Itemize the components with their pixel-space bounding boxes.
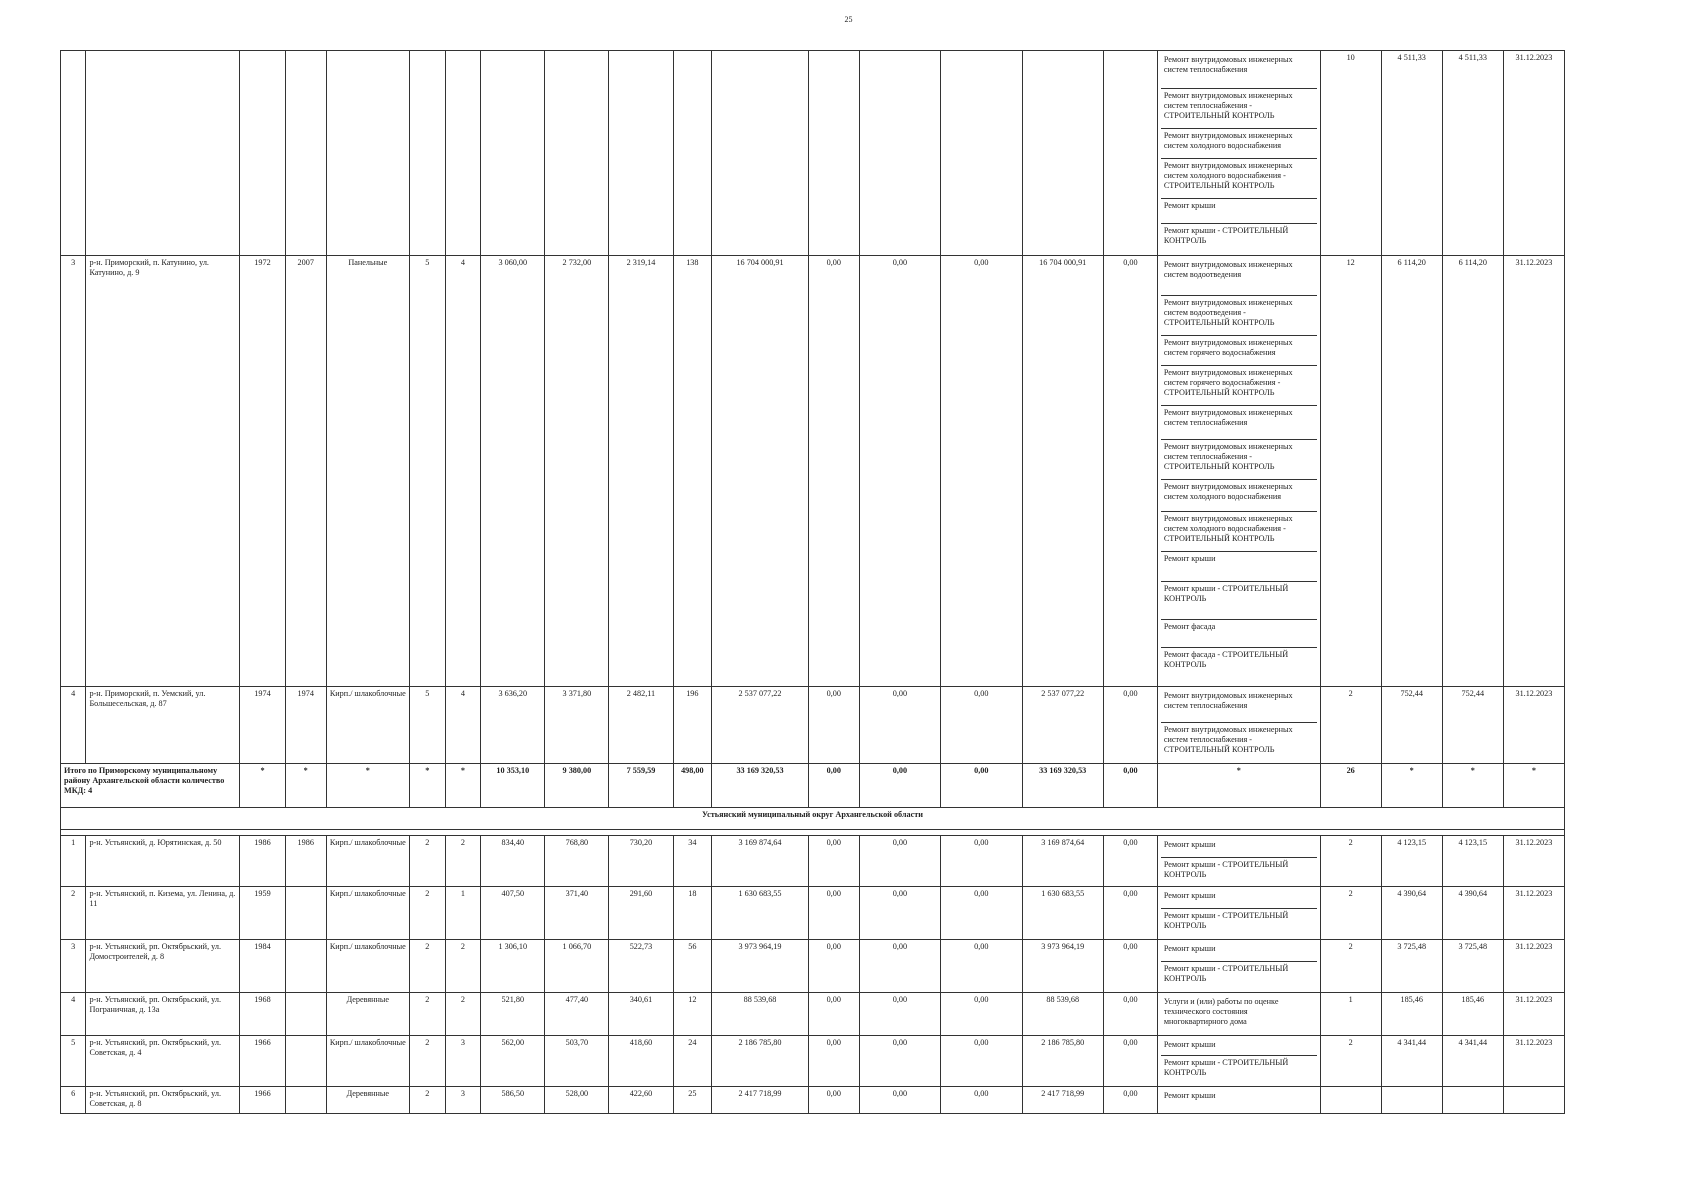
row-number: 4 [61,687,86,764]
work-item: Ремонт внутридомовых инженерных систем холодного водоснабжения - СТРОИТЕЛЬНЫЙ КОНТРОЛЬ [1161,159,1317,199]
row-number: 4 [61,993,86,1036]
star-cell: * [326,764,409,808]
year-built: 1984 [240,940,286,993]
work-item: Ремонт внутридомовых инженерных систем горячего водоснабжения - СТРОИТЕЛЬНЫЙ КОНТРОЛЬ [1161,366,1317,406]
work-item: Ремонт крыши [1161,199,1317,224]
wall-material: Кирп./ шлакоблочные [326,887,409,940]
completion-date: 31.12.2023 [1503,1036,1564,1087]
fund-other: 0,00 [1103,687,1157,764]
fund-owners: 88 539,68 [1022,993,1103,1036]
year-built: 1986 [240,836,286,887]
work-count: 2 [1320,887,1381,940]
entrances: 3 [445,1036,481,1087]
floors: 5 [410,687,446,764]
year-built: 1966 [240,1036,286,1087]
empty-cell [240,51,286,256]
work-item: Ремонт крыши - СТРОИТЕЛЬНЫЙ КОНТРОЛЬ [1161,582,1317,620]
work-item: Ремонт крыши - СТРОИТЕЛЬНЫЙ КОНТРОЛЬ [1163,226,1289,245]
area-total: 586,50 [481,1087,545,1114]
fund-local: 0,00 [941,940,1022,993]
work-item: Ремонт внутридомовых инженерных систем теплоснабжения [1161,406,1317,440]
unit-cost: 4 390,64 [1381,887,1442,940]
wall-material: Кирп./ шлакоблочные [326,1036,409,1087]
work-list-cell [1157,887,1320,940]
fund-regional: 0,00 [859,1087,940,1114]
year-built: 1974 [240,687,286,764]
address: р-н. Приморский, п. Уемский, ул. Большесельская, д. 87 [86,687,240,764]
entrances: 4 [445,687,481,764]
row-number: 3 [61,940,86,993]
completion-date: 31.12.2023 [1503,940,1564,993]
total-f2: 0,00 [859,764,940,808]
work-item: Ремонт крыши [1161,942,1317,962]
work-list-cell [1157,836,1320,887]
address: р-н. Приморский, п. Катунино, ул. Катунино, д. 9 [86,256,240,687]
fund-federal: 0,00 [808,256,859,687]
star-cell: * [1381,764,1442,808]
fund-other: 0,00 [1103,887,1157,940]
empty-cell [673,51,712,256]
entrances: 1 [445,887,481,940]
work-count [1320,1087,1381,1114]
area-living: 371,40 [545,887,609,940]
completion-date: 31.12.2023 [1503,836,1564,887]
area-owned: 422,60 [609,1087,673,1114]
area-total: 521,80 [481,993,545,1036]
work-count: 10 [1320,51,1381,256]
area-owned: 418,60 [609,1036,673,1087]
row-number: 1 [61,836,86,887]
total-residents: 498,00 [673,764,712,808]
table-row [61,887,1565,940]
fund-federal: 0,00 [808,993,859,1036]
entrances: 2 [445,940,481,993]
fund-regional: 0,00 [859,887,940,940]
table-body [61,51,1565,1114]
floors: 2 [410,836,446,887]
work-item: Ремонт крыши - СТРОИТЕЛЬНЫЙ КОНТРОЛЬ [1163,964,1289,983]
work-list-cell [1157,687,1320,764]
fund-federal: 0,00 [808,836,859,887]
fund-local: 0,00 [941,1087,1022,1114]
residents: 18 [673,887,712,940]
work-item: Ремонт внутридомовых инженерных систем теплоснабжения - СТРОИТЕЛЬНЫЙ КОНТРОЛЬ [1161,440,1317,480]
limit-cost: 3 725,48 [1442,940,1503,993]
fund-other: 0,00 [1103,1087,1157,1114]
table-row [61,993,1565,1036]
work-item: Ремонт внутридомовых инженерных систем теплоснабжения [1161,689,1317,723]
work-count: 2 [1320,940,1381,993]
residents: 24 [673,1036,712,1087]
fund-federal: 0,00 [808,940,859,993]
work-item: Ремонт крыши - СТРОИТЕЛЬНЫЙ КОНТРОЛЬ [1163,860,1289,879]
area-total: 3 636,20 [481,687,545,764]
fund-regional: 0,00 [859,940,940,993]
floors: 2 [410,1087,446,1114]
work-item: Ремонт внутридомовых инженерных систем теплоснабжения - СТРОИТЕЛЬНЫЙ КОНТРОЛЬ [1163,725,1293,754]
fund-owners: 3 169 874,64 [1022,836,1103,887]
limit-cost: 4 123,15 [1442,836,1503,887]
floors: 5 [410,256,446,687]
empty-cell [712,51,809,256]
empty-cell [61,51,86,256]
floors: 2 [410,887,446,940]
empty-cell [808,51,859,256]
star-cell: * [1442,764,1503,808]
unit-cost: 752,44 [1381,687,1442,764]
empty-cell [326,51,409,256]
area-owned: 2 319,14 [609,256,673,687]
fund-regional: 0,00 [859,687,940,764]
area-owned: 2 482,11 [609,687,673,764]
residents: 56 [673,940,712,993]
wall-material: Кирп./ шлакоблочные [326,687,409,764]
area-owned: 340,61 [609,993,673,1036]
area-living: 477,40 [545,993,609,1036]
table-row [61,1087,1565,1114]
work-list-cell [1157,51,1320,256]
table-row [61,940,1565,993]
fund-other: 0,00 [1103,940,1157,993]
work-item: Ремонт внутридомовых инженерных систем водоотведения [1161,258,1317,296]
empty-cell [545,51,609,256]
total-f3: 0,00 [941,764,1022,808]
fund-federal: 0,00 [808,1087,859,1114]
area-owned: 291,60 [609,887,673,940]
wall-material: Кирп./ шлакоблочные [326,940,409,993]
entrances: 2 [445,993,481,1036]
unit-cost [1381,1087,1442,1114]
area-owned: 730,20 [609,836,673,887]
work-item: Ремонт крыши [1163,1091,1216,1100]
total-label: Итого по Приморскому муниципальному району Архангельской области количество МКД: 4 [61,764,240,808]
cost-total: 2 417 718,99 [712,1087,809,1114]
address: р-н. Устьянский, рп. Октябрьский, ул. Советская, д. 8 [86,1087,240,1114]
work-count: 2 [1320,687,1381,764]
work-count: 2 [1320,1036,1381,1087]
area-owned: 522,73 [609,940,673,993]
row-number: 2 [61,887,86,940]
total-f5: 0,00 [1103,764,1157,808]
empty-cell [410,51,446,256]
table-row [61,1036,1565,1087]
year-built: 1959 [240,887,286,940]
work-item: Ремонт внутридомовых инженерных систем горячего водоснабжения [1161,336,1317,366]
limit-cost: 4 341,44 [1442,1036,1503,1087]
empty-cell [859,51,940,256]
fund-local: 0,00 [941,1036,1022,1087]
fund-local: 0,00 [941,993,1022,1036]
work-item: Ремонт внутридомовых инженерных систем холодного водоснабжения - СТРОИТЕЛЬНЫЙ КОНТРОЛЬ [1161,512,1317,552]
address: р-н. Устьянский, д. Юрятинская, д. 50 [86,836,240,887]
repair-program-table [60,50,1565,1114]
area-total: 407,50 [481,887,545,940]
empty-cell [609,51,673,256]
fund-other: 0,00 [1103,256,1157,687]
table-row [61,836,1565,887]
fund-regional: 0,00 [859,256,940,687]
work-item: Услуги и (или) работы по оценке технического состояния многоквартирного дома [1163,997,1279,1026]
cost-total: 2 537 077,22 [712,687,809,764]
completion-date: 31.12.2023 [1503,51,1564,256]
total-living: 9 380,00 [545,764,609,808]
work-item: Ремонт крыши - СТРОИТЕЛЬНЫЙ КОНТРОЛЬ [1163,1058,1289,1077]
work-item: Ремонт внутридомовых инженерных систем теплоснабжения [1161,53,1317,89]
fund-owners: 1 630 683,55 [1022,887,1103,940]
fund-federal: 0,00 [808,687,859,764]
total-owned: 7 559,59 [609,764,673,808]
total-row [61,764,1565,808]
year-repair [285,1087,326,1114]
fund-local: 0,00 [941,836,1022,887]
work-item: Ремонт фасада [1161,620,1317,648]
work-item: Ремонт крыши [1161,1038,1317,1056]
completion-date: 31.12.2023 [1503,256,1564,687]
year-repair: 1974 [285,687,326,764]
total-f1: 0,00 [808,764,859,808]
limit-cost: 6 114,20 [1442,256,1503,687]
area-total: 562,00 [481,1036,545,1087]
year-built: 1968 [240,993,286,1036]
fund-federal: 0,00 [808,1036,859,1087]
address: р-н. Устьянский, п. Кизема, ул. Ленина, д. 11 [86,887,240,940]
work-item: Ремонт внутридомовых инженерных систем холодного водоснабжения [1161,129,1317,159]
floors: 2 [410,940,446,993]
area-living: 1 066,70 [545,940,609,993]
unit-cost: 4 511,33 [1381,51,1442,256]
star-cell: * [1157,764,1320,808]
area-total: 3 060,00 [481,256,545,687]
total-count: 26 [1320,764,1381,808]
cost-total: 1 630 683,55 [712,887,809,940]
star-cell: * [285,764,326,808]
work-item: Ремонт крыши [1161,889,1317,909]
table-row [61,51,1565,256]
wall-material: Панельные [326,256,409,687]
residents: 196 [673,687,712,764]
year-repair [285,887,326,940]
cost-total: 3 973 964,19 [712,940,809,993]
star-cell: * [410,764,446,808]
entrances: 4 [445,256,481,687]
area-living: 768,80 [545,836,609,887]
work-item: Ремонт фасада - СТРОИТЕЛЬНЫЙ КОНТРОЛЬ [1163,650,1289,669]
area-total: 1 306,10 [481,940,545,993]
row-number: 6 [61,1087,86,1114]
empty-cell [285,51,326,256]
limit-cost: 185,46 [1442,993,1503,1036]
cost-total: 16 704 000,91 [712,256,809,687]
empty-cell [481,51,545,256]
section-header-row [61,808,1565,830]
work-list-cell [1157,993,1320,1036]
fund-owners: 3 973 964,19 [1022,940,1103,993]
fund-local: 0,00 [941,256,1022,687]
unit-cost: 4 123,15 [1381,836,1442,887]
area-living: 2 732,00 [545,256,609,687]
fund-regional: 0,00 [859,993,940,1036]
empty-cell [1022,51,1103,256]
work-item: Ремонт крыши [1161,552,1317,582]
work-count: 12 [1320,256,1381,687]
fund-other: 0,00 [1103,1036,1157,1087]
limit-cost: 4 511,33 [1442,51,1503,256]
table-row [61,687,1565,764]
work-item: Ремонт внутридомовых инженерных систем теплоснабжения - СТРОИТЕЛЬНЫЙ КОНТРОЛЬ [1161,89,1317,129]
row-number: 3 [61,256,86,687]
limit-cost: 752,44 [1442,687,1503,764]
address: р-н. Устьянский, рп. Октябрьский, ул. Пограничная, д. 13а [86,993,240,1036]
cost-total: 3 169 874,64 [712,836,809,887]
star-cell: * [445,764,481,808]
fund-other: 0,00 [1103,993,1157,1036]
year-built: 1972 [240,256,286,687]
total-cost: 33 169 320,53 [712,764,809,808]
section-title: Устьянский муниципальный округ Архангельской области [61,808,1565,830]
work-count: 2 [1320,836,1381,887]
area-living: 528,00 [545,1087,609,1114]
cost-total: 2 186 785,80 [712,1036,809,1087]
empty-cell [941,51,1022,256]
residents: 25 [673,1087,712,1114]
page-number: 25 [844,15,853,24]
address: р-н. Устьянский, рп. Октябрьский, ул. Домостроителей, д. 8 [86,940,240,993]
fund-other: 0,00 [1103,836,1157,887]
residents: 12 [673,993,712,1036]
address: р-н. Устьянский, рп. Октябрьский, ул. Советская, д. 4 [86,1036,240,1087]
completion-date: 31.12.2023 [1503,687,1564,764]
completion-date [1503,1087,1564,1114]
floors: 2 [410,993,446,1036]
work-list-cell [1157,940,1320,993]
work-list-cell [1157,1087,1320,1114]
area-living: 503,70 [545,1036,609,1087]
completion-date: 31.12.2023 [1503,993,1564,1036]
row-number: 5 [61,1036,86,1087]
fund-regional: 0,00 [859,1036,940,1087]
entrances: 3 [445,1087,481,1114]
work-list-cell [1157,256,1320,687]
total-area: 10 353,10 [481,764,545,808]
unit-cost: 185,46 [1381,993,1442,1036]
fund-owners: 2 417 718,99 [1022,1087,1103,1114]
star-cell: * [1503,764,1564,808]
empty-cell [86,51,240,256]
work-item: Ремонт внутридомовых инженерных систем водоотведения - СТРОИТЕЛЬНЫЙ КОНТРОЛЬ [1161,296,1317,336]
year-repair [285,940,326,993]
unit-cost: 3 725,48 [1381,940,1442,993]
fund-owners: 16 704 000,91 [1022,256,1103,687]
total-owners: 33 169 320,53 [1022,764,1103,808]
work-item: Ремонт крыши [1161,838,1317,858]
limit-cost: 4 390,64 [1442,887,1503,940]
entrances: 2 [445,836,481,887]
work-item: Ремонт внутридомовых инженерных систем холодного водоснабжения [1161,480,1317,512]
star-cell: * [240,764,286,808]
area-living: 3 371,80 [545,687,609,764]
empty-cell [1103,51,1157,256]
fund-local: 0,00 [941,687,1022,764]
year-built: 1966 [240,1087,286,1114]
work-item: Ремонт крыши - СТРОИТЕЛЬНЫЙ КОНТРОЛЬ [1163,911,1289,930]
fund-owners: 2 537 077,22 [1022,687,1103,764]
fund-owners: 2 186 785,80 [1022,1036,1103,1087]
wall-material: Кирп./ шлакоблочные [326,836,409,887]
year-repair: 2007 [285,256,326,687]
cost-total: 88 539,68 [712,993,809,1036]
year-repair [285,993,326,1036]
limit-cost [1442,1087,1503,1114]
fund-local: 0,00 [941,887,1022,940]
fund-regional: 0,00 [859,836,940,887]
year-repair [285,1036,326,1087]
completion-date: 31.12.2023 [1503,887,1564,940]
wall-material: Деревянные [326,993,409,1036]
residents: 34 [673,836,712,887]
unit-cost: 6 114,20 [1381,256,1442,687]
area-total: 834,40 [481,836,545,887]
wall-material: Деревянные [326,1087,409,1114]
residents: 138 [673,256,712,687]
work-list-cell [1157,1036,1320,1087]
floors: 2 [410,1036,446,1087]
table-row [61,256,1565,687]
fund-federal: 0,00 [808,887,859,940]
empty-cell [445,51,481,256]
year-repair: 1986 [285,836,326,887]
unit-cost: 4 341,44 [1381,1036,1442,1087]
work-count: 1 [1320,993,1381,1036]
